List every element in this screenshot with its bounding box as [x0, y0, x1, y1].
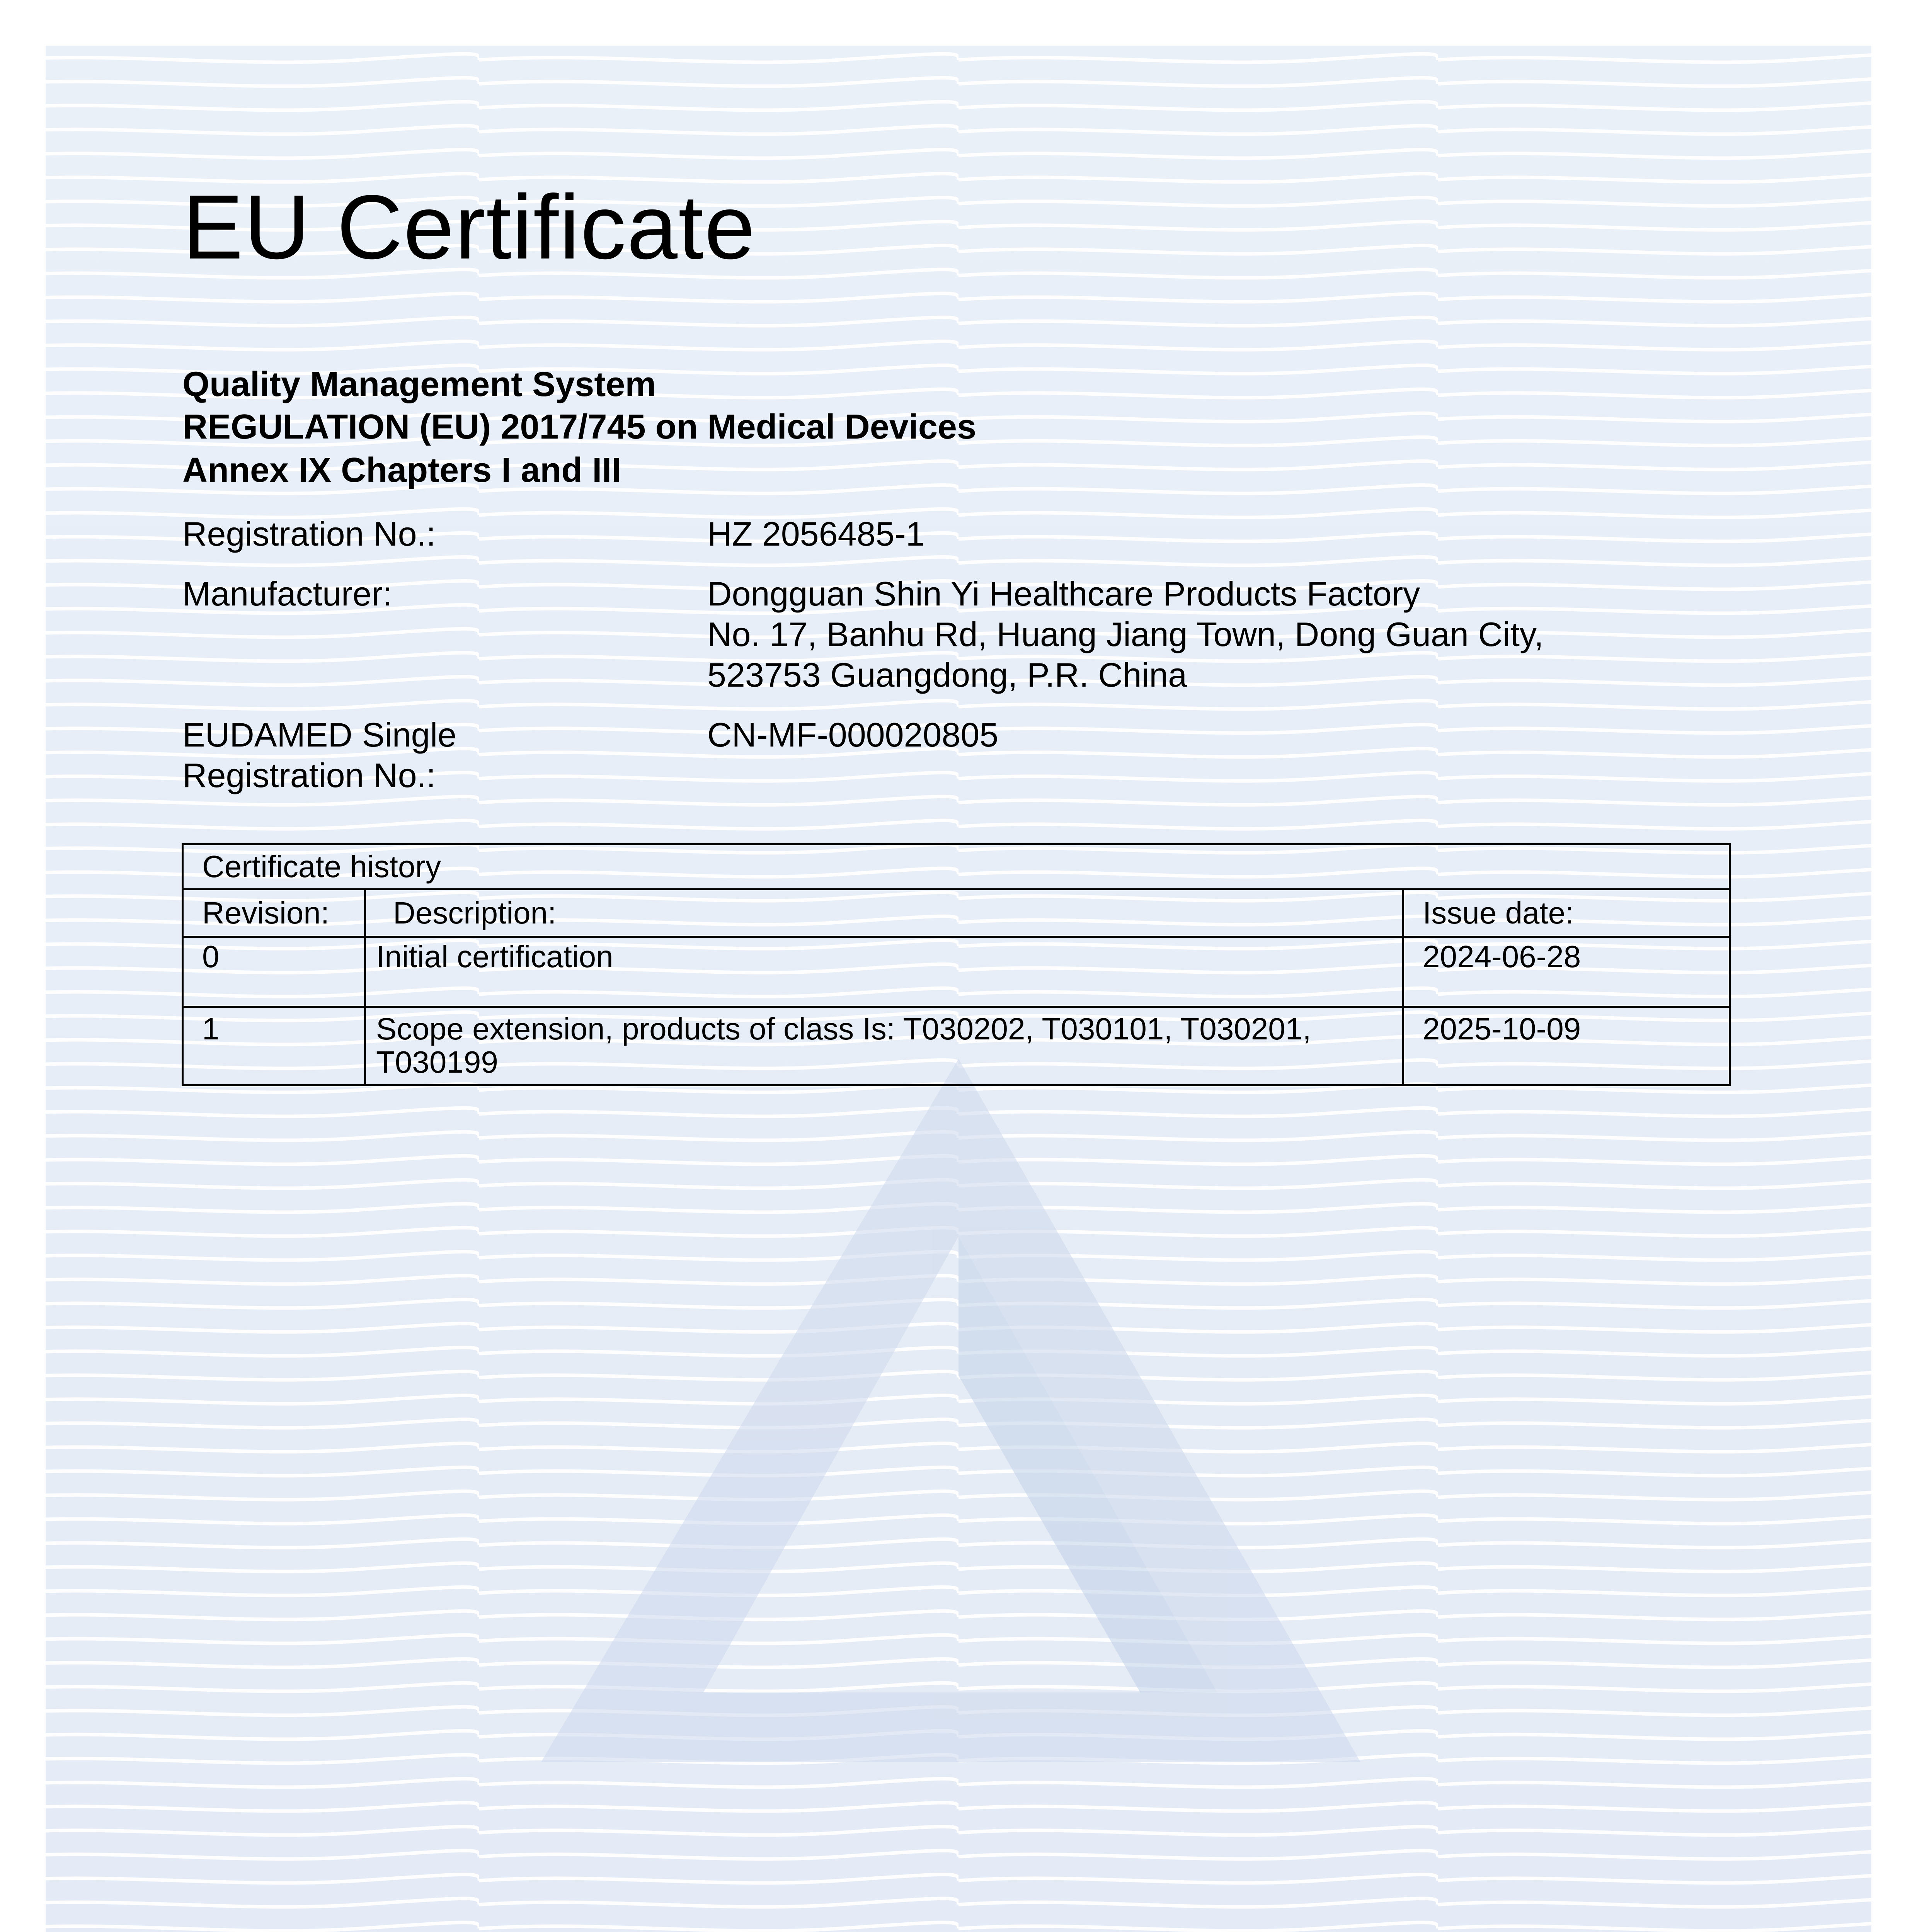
table-row	[183, 937, 1730, 1007]
description-cell: Scope extension, products of class Is: T030202, T030101, T030201, T030199	[365, 1007, 1403, 1085]
eudamed-label: Registration No.:	[182, 756, 436, 794]
manufacturer-address-line: 523753 Guangdong, P.R. China	[707, 656, 1187, 694]
certificate-history-table	[182, 843, 1731, 1086]
document-title: EU Certificate	[182, 176, 756, 278]
table-header-row	[183, 889, 1730, 937]
table-caption: Certificate history	[183, 844, 1730, 889]
eudamed-label: EUDAMED Single	[182, 716, 457, 754]
manufacturer-address-line: No. 17, Banhu Rd, Huang Jiang Town, Dong Guan City,	[707, 615, 1544, 653]
manufacturer-label: Manufacturer:	[182, 575, 392, 613]
column-header-description: Description:	[365, 889, 1403, 937]
subheading-annex: Annex IX Chapters I and III	[182, 451, 621, 490]
issue-date-cell: 2025-10-09	[1403, 1007, 1730, 1085]
table-row	[183, 1007, 1730, 1085]
registration-label: Registration No.:	[182, 515, 436, 553]
description-cell: Initial certification	[365, 937, 1403, 1007]
registration-value: HZ 2056485-1	[707, 515, 925, 553]
manufacturer-name: Dongguan Shin Yi Healthcare Products Factory	[707, 575, 1420, 613]
eudamed-value: CN-MF-000020805	[707, 716, 999, 754]
subheading-qms: Quality Management System	[182, 365, 656, 404]
column-header-issue-date: Issue date:	[1403, 889, 1730, 937]
revision-cell: 1	[183, 1007, 365, 1085]
table-caption-row	[183, 844, 1730, 889]
revision-cell: 0	[183, 937, 365, 1007]
issue-date-cell: 2024-06-28	[1403, 937, 1730, 1007]
subheading-regulation: REGULATION (EU) 2017/745 on Medical Devices	[182, 408, 977, 446]
column-header-revision: Revision:	[183, 889, 365, 937]
